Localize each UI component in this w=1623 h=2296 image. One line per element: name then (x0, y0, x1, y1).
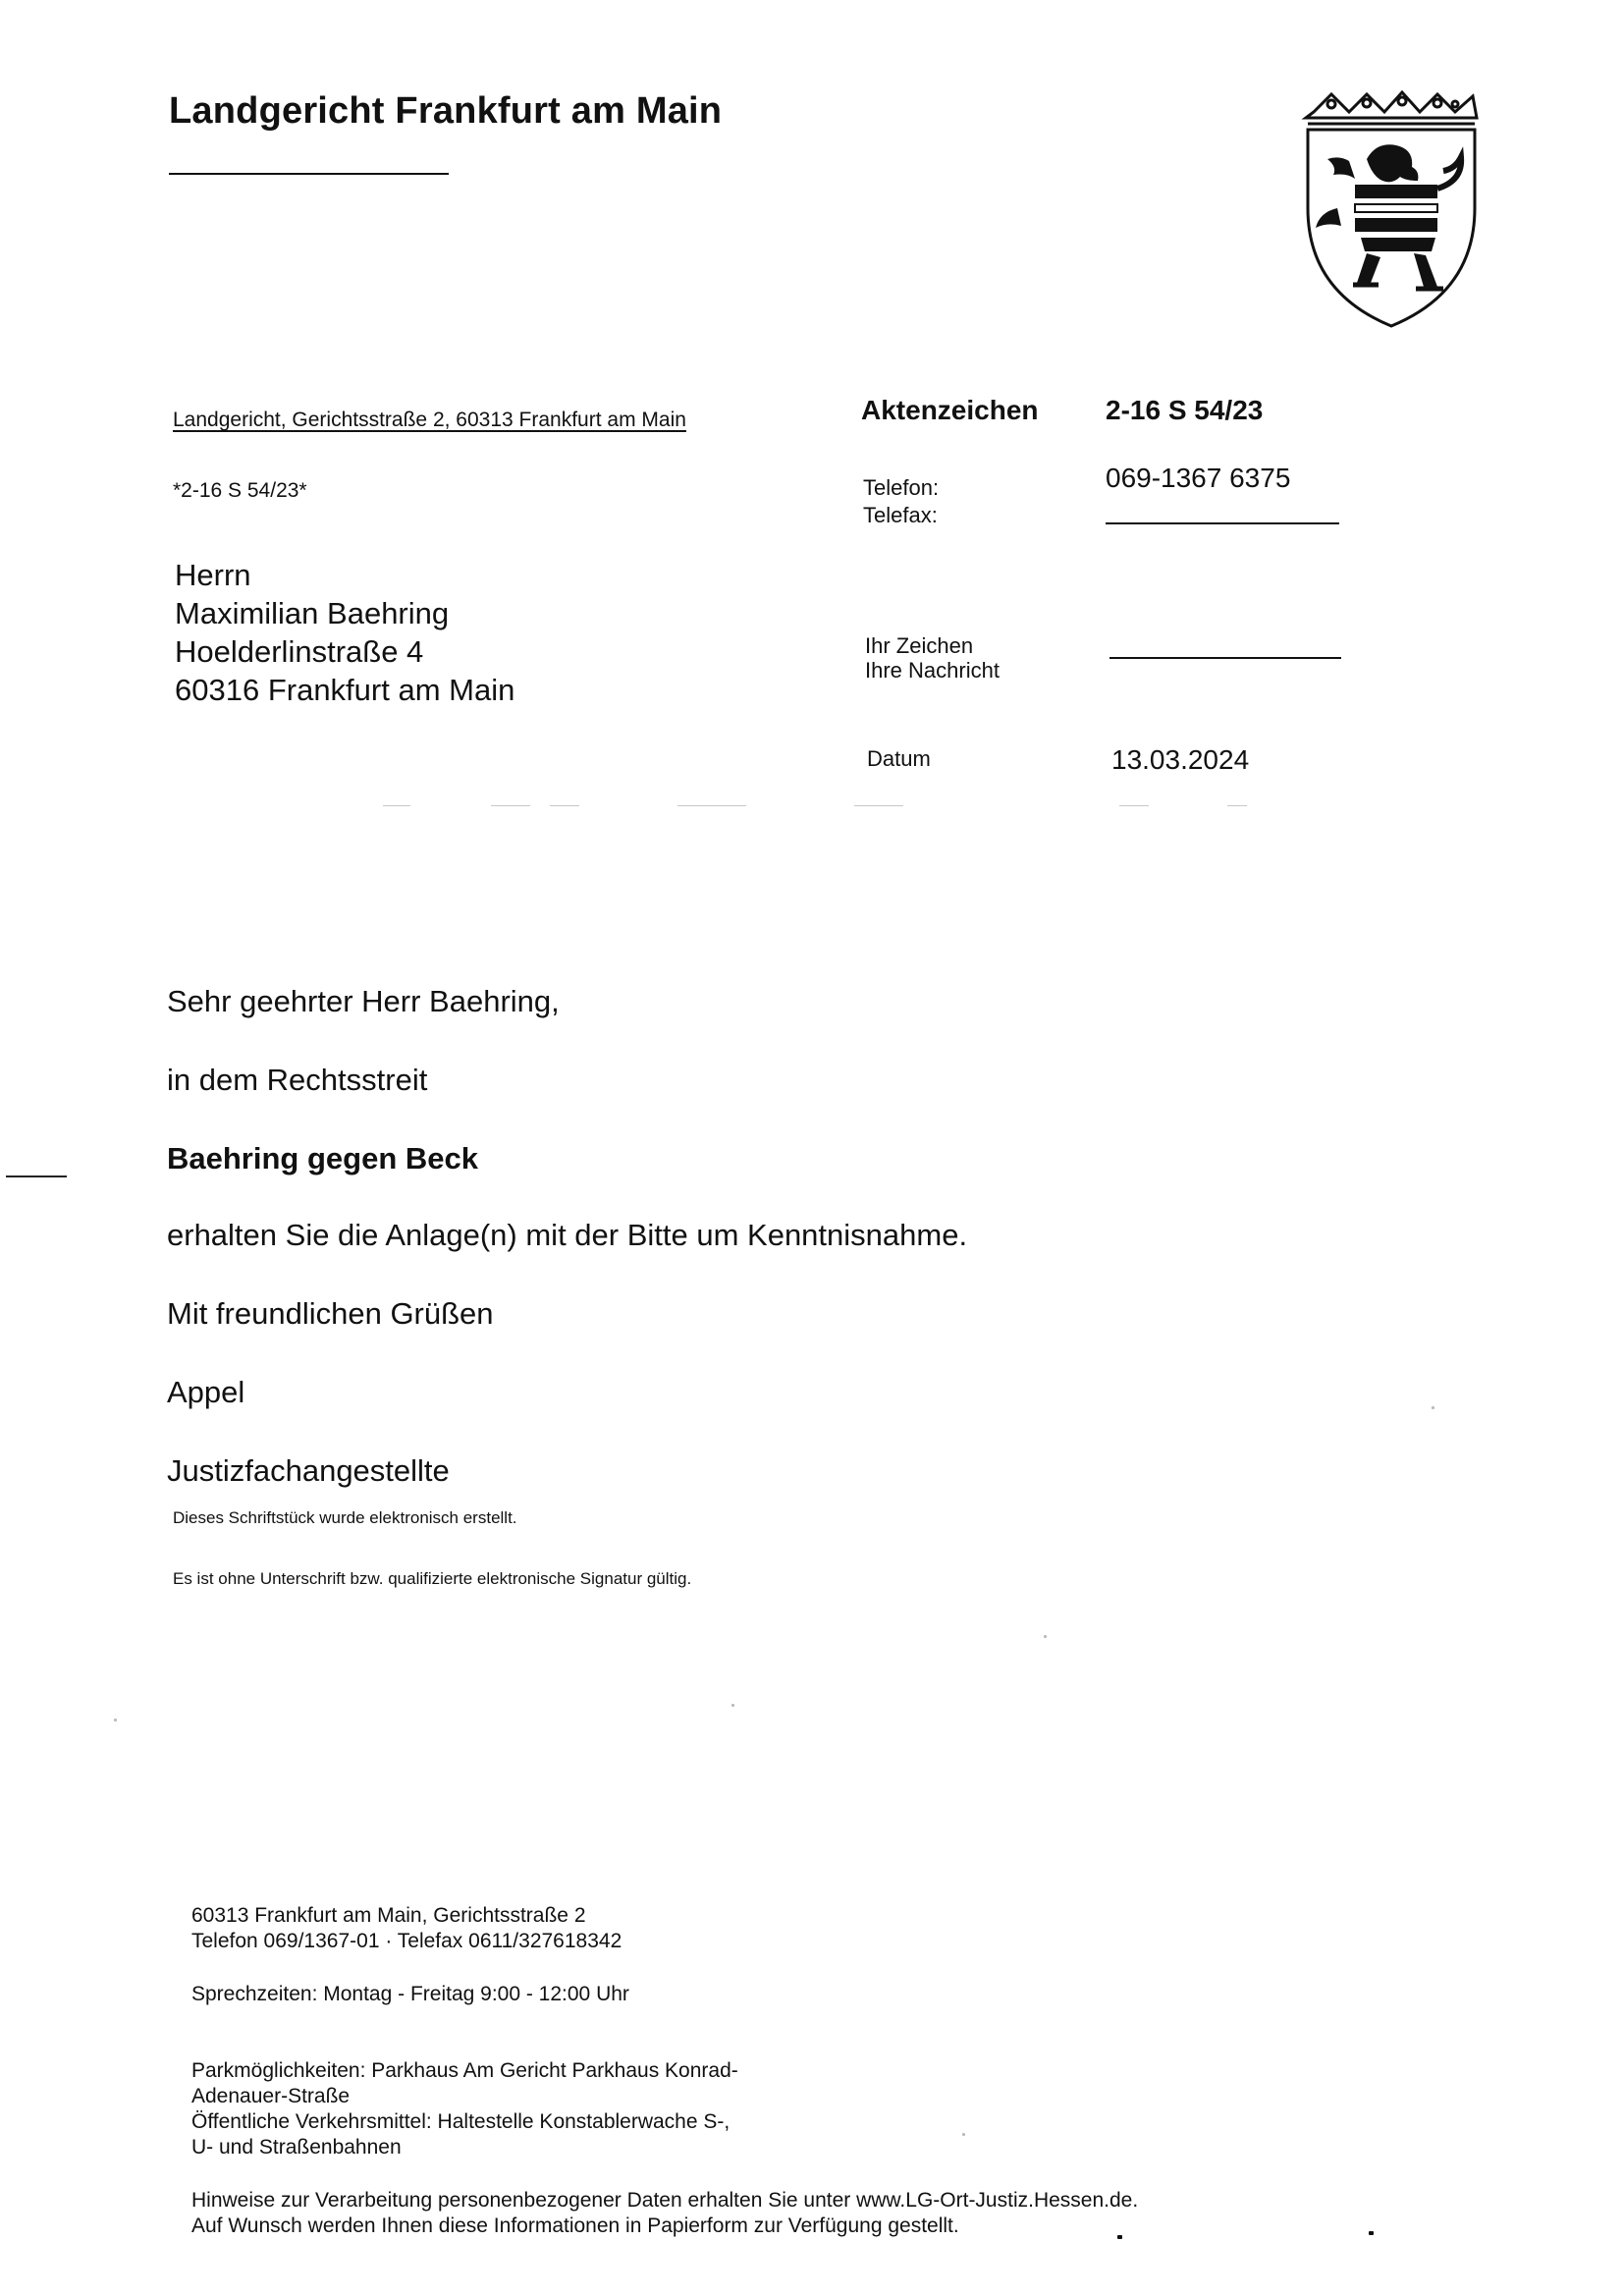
closing-line: Mit freundlichen Grüßen (167, 1296, 494, 1331)
footer-privacy: Hinweise zur Verarbeitung personenbezogener Daten erhalten Sie unter www.LG-Ort-Justiz.Hessen.de. Auf Wunsch werden Ihnen diese Informationen in Papierform zur Verfügung gestellt. (191, 2189, 1139, 2237)
scan-speck (962, 2133, 965, 2136)
scan-speck (1432, 1406, 1434, 1409)
signature-note: Es ist ohne Unterschrift bzw. qualifizierte elektronische Signatur gültig. (173, 1569, 692, 1588)
signer-name: Appel (167, 1375, 245, 1409)
recipient-name: Maximilian Baehring (175, 596, 450, 630)
scan-mark (550, 805, 579, 806)
telefax-label: Telefax: (863, 503, 938, 527)
sender-address-line: Landgericht, Gerichtsstraße 2, 60313 Frankfurt am Main (173, 409, 686, 431)
scan-mark (1119, 805, 1149, 806)
electronic-note: Dieses Schriftstück wurde elektronisch erstellt. (173, 1508, 517, 1527)
recipient-address (175, 556, 514, 709)
intro-line: in dem Rechtsstreit (167, 1063, 428, 1097)
aktenzeichen-label: Aktenzeichen (861, 395, 1039, 425)
ihr-zeichen-label: Ihr Zeichen (865, 633, 974, 658)
message-line: erhalten Sie die Anlage(n) mit der Bitte um Kenntnisnahme. (167, 1218, 968, 1252)
recipient-city: 60316 Frankfurt am Main (175, 673, 515, 707)
datum-label: Datum (867, 746, 931, 771)
scan-mark (491, 805, 530, 806)
scan-speck (114, 1719, 117, 1722)
case-title: Baehring gegen Beck (167, 1141, 478, 1175)
telefax-blank-line (1106, 522, 1339, 524)
fold-mark (6, 1175, 67, 1177)
telefon-label: Telefon: (863, 475, 940, 500)
scan-speck (1369, 2231, 1374, 2235)
recipient-salutation: Herrn (175, 558, 251, 592)
scan-mark (383, 805, 410, 806)
hessen-lion-coat-of-arms-icon (1298, 90, 1485, 331)
court-name: Landgericht Frankfurt am Main (169, 90, 723, 132)
footer-address: 60313 Frankfurt am Main, Gerichtsstraße 2 Telefon 069/1367-01 · Telefax 0611/327618342 (191, 1904, 622, 1952)
scan-speck (1044, 1635, 1047, 1638)
scan-speck (1117, 2235, 1122, 2239)
ihre-nachricht-label: Ihre Nachricht (865, 658, 1000, 683)
footer-hours: Sprechzeiten: Montag - Freitag 9:00 - 12:00 Uhr (191, 1983, 629, 2005)
greeting: Sehr geehrter Herr Baehring, (167, 984, 560, 1018)
reference-code: *2-16 S 54/23* (173, 479, 307, 502)
signer-title: Justizfachangestellte (167, 1453, 450, 1488)
telefon-value: 069-1367 6375 (1106, 463, 1291, 493)
recipient-street: Hoelderlinstraße 4 (175, 634, 424, 669)
scan-mark (1227, 805, 1247, 806)
scan-mark (677, 805, 746, 806)
scan-speck (731, 1704, 734, 1707)
title-underline (169, 173, 449, 175)
ihr-zeichen-blank-line (1109, 657, 1341, 659)
scan-mark (854, 805, 903, 806)
aktenzeichen-value: 2-16 S 54/23 (1106, 395, 1264, 425)
datum-value: 13.03.2024 (1111, 744, 1250, 775)
footer-parking-transit: Parkmöglichkeiten: Parkhaus Am Gericht Parkhaus Konrad- Adenauer-Straße Öffentliche Verkehrsmittel: Haltestelle Konstablerwache S-, U- und Straßenbahnen (191, 2059, 738, 2159)
